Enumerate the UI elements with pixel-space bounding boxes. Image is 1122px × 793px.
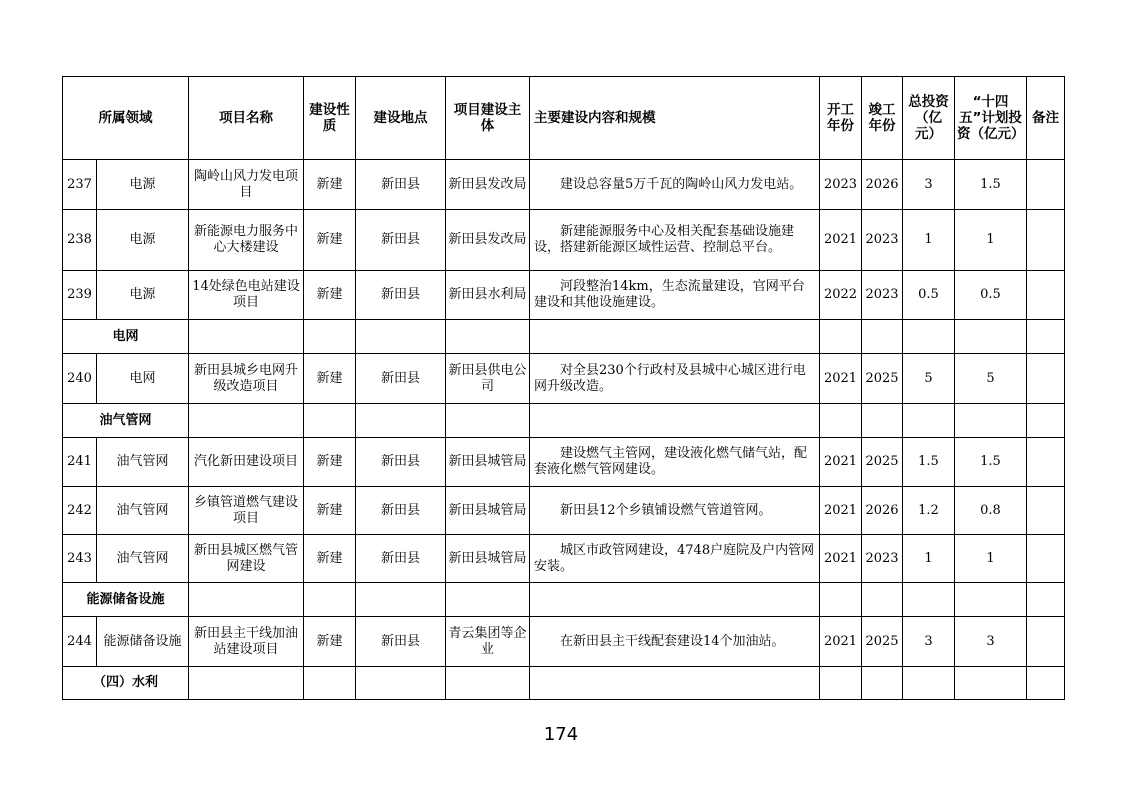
row-project-name: 新能源电力服务中心大楼建设 bbox=[189, 210, 304, 271]
header-nature: 建设性质 bbox=[304, 77, 356, 160]
row-content bbox=[530, 438, 820, 487]
row-field: 电网 bbox=[97, 354, 189, 404]
row-field: 电源 bbox=[97, 210, 189, 271]
row-total-investment: 3 bbox=[903, 160, 955, 210]
row-content bbox=[530, 271, 820, 320]
header-total-investment: 总投资（亿元） bbox=[903, 77, 955, 160]
header-name: 项目名称 bbox=[189, 77, 304, 160]
row-note bbox=[1027, 271, 1065, 320]
row-content-text: 新建能源服务中心及相关配套基础设施建设，搭建新能源区域性运营、控制总平台。 bbox=[534, 224, 795, 255]
row-content-text: 河段整治14km，生态流量建设，官网平台建设和其他设施建设。 bbox=[534, 279, 805, 310]
row-owner: 新田县城管局 bbox=[446, 535, 530, 583]
section-row bbox=[63, 404, 1065, 438]
row-total-investment: 1.5 bbox=[903, 438, 955, 487]
row-project-name: 乡镇管道燃气建设项目 bbox=[189, 487, 304, 535]
row-project-name: 新田县城乡电网升级改造项目 bbox=[189, 354, 304, 404]
empty-cell bbox=[820, 667, 862, 700]
section-label: 电网 bbox=[63, 320, 189, 354]
row-total-investment: 1 bbox=[903, 535, 955, 583]
empty-cell bbox=[304, 320, 356, 354]
project-table bbox=[62, 76, 1065, 700]
empty-cell bbox=[903, 404, 955, 438]
row-nature: 新建 bbox=[304, 535, 356, 583]
row-end-year: 2025 bbox=[862, 617, 903, 667]
empty-cell bbox=[189, 320, 304, 354]
row-start-year: 2021 bbox=[820, 354, 862, 404]
empty-cell bbox=[1027, 667, 1065, 700]
empty-cell bbox=[862, 404, 903, 438]
row-note bbox=[1027, 617, 1065, 667]
empty-cell bbox=[903, 583, 955, 617]
row-nature: 新建 bbox=[304, 210, 356, 271]
empty-cell bbox=[304, 583, 356, 617]
row-project-name: 新田县主干线加油站建设项目 bbox=[189, 617, 304, 667]
empty-cell bbox=[356, 667, 446, 700]
row-number: 241 bbox=[63, 438, 97, 487]
empty-cell bbox=[189, 667, 304, 700]
table-row bbox=[63, 160, 1065, 210]
row-field: 油气管网 bbox=[97, 535, 189, 583]
empty-cell bbox=[955, 667, 1027, 700]
row-total-investment: 1.2 bbox=[903, 487, 955, 535]
row-end-year: 2026 bbox=[862, 487, 903, 535]
empty-cell bbox=[530, 404, 820, 438]
row-note bbox=[1027, 160, 1065, 210]
row-location: 新田县 bbox=[356, 354, 446, 404]
row-content bbox=[530, 354, 820, 404]
row-owner: 新田县城管局 bbox=[446, 487, 530, 535]
row-total-investment: 3 bbox=[903, 617, 955, 667]
header-plan-investment: “十四五”计划投资（亿元） bbox=[955, 77, 1027, 160]
row-number: 239 bbox=[63, 271, 97, 320]
empty-cell bbox=[446, 404, 530, 438]
row-number: 237 bbox=[63, 160, 97, 210]
row-content-text: 建设总容量5万千瓦的陶岭山风力发电站。 bbox=[560, 176, 803, 192]
section-row bbox=[63, 667, 1065, 700]
section-label: 能源储备设施 bbox=[63, 583, 189, 617]
row-total-investment: 0.5 bbox=[903, 271, 955, 320]
empty-cell bbox=[446, 583, 530, 617]
row-project-name: 新田县城区燃气管网建设 bbox=[189, 535, 304, 583]
row-owner: 青云集团等企业 bbox=[446, 617, 530, 667]
header-content: 主要建设内容和规模 bbox=[530, 77, 820, 160]
table-row bbox=[63, 617, 1065, 667]
row-field: 能源储备设施 bbox=[97, 617, 189, 667]
page-number: 174 bbox=[543, 724, 579, 745]
row-field: 电源 bbox=[97, 160, 189, 210]
table-body bbox=[63, 160, 1065, 700]
table-row bbox=[63, 535, 1065, 583]
row-start-year: 2021 bbox=[820, 535, 862, 583]
empty-cell bbox=[820, 404, 862, 438]
section-label: （四）水利 bbox=[63, 667, 189, 700]
row-plan-investment: 0.8 bbox=[955, 487, 1027, 535]
row-content-text: 城区市政管网建设，4748户庭院及户内管网安装。 bbox=[534, 542, 815, 574]
empty-cell bbox=[903, 320, 955, 354]
row-number: 243 bbox=[63, 535, 97, 583]
header-owner: 项目建设主体 bbox=[446, 77, 530, 160]
row-location: 新田县 bbox=[356, 617, 446, 667]
row-nature: 新建 bbox=[304, 271, 356, 320]
empty-cell bbox=[903, 667, 955, 700]
row-owner: 新田县城管局 bbox=[446, 438, 530, 487]
empty-cell bbox=[820, 320, 862, 354]
section-row bbox=[63, 583, 1065, 617]
section-label: 油气管网 bbox=[63, 404, 189, 438]
row-start-year: 2021 bbox=[820, 438, 862, 487]
row-note bbox=[1027, 210, 1065, 271]
row-location: 新田县 bbox=[356, 487, 446, 535]
row-content-text: 新田县12个乡镇铺设燃气管道管网。 bbox=[560, 502, 772, 518]
table-row bbox=[63, 354, 1065, 404]
row-start-year: 2021 bbox=[820, 617, 862, 667]
empty-cell bbox=[530, 667, 820, 700]
row-project-name: 汽化新田建设项目 bbox=[189, 438, 304, 487]
empty-cell bbox=[189, 583, 304, 617]
table-row bbox=[63, 271, 1065, 320]
row-content bbox=[530, 617, 820, 667]
header-end-year: 竣工年份 bbox=[862, 77, 903, 160]
row-plan-investment: 1 bbox=[955, 535, 1027, 583]
row-content-text: 建设燃气主管网，建设液化燃气储气站，配套液化燃气管网建设。 bbox=[534, 446, 808, 477]
empty-cell bbox=[1027, 583, 1065, 617]
header-note: 备注 bbox=[1027, 77, 1065, 160]
row-plan-investment: 1.5 bbox=[955, 438, 1027, 487]
row-plan-investment: 0.5 bbox=[955, 271, 1027, 320]
empty-cell bbox=[356, 404, 446, 438]
row-note bbox=[1027, 535, 1065, 583]
row-end-year: 2025 bbox=[862, 354, 903, 404]
row-number: 242 bbox=[63, 487, 97, 535]
row-project-name: 陶岭山风力发电项目 bbox=[189, 160, 304, 210]
row-location: 新田县 bbox=[356, 271, 446, 320]
row-field: 油气管网 bbox=[97, 487, 189, 535]
empty-cell bbox=[356, 583, 446, 617]
row-content bbox=[530, 210, 820, 271]
empty-cell bbox=[530, 583, 820, 617]
row-content-text: 对全县230个行政村及县城中心城区进行电网升级改造。 bbox=[534, 362, 806, 394]
row-owner: 新田县水利局 bbox=[446, 271, 530, 320]
row-owner: 新田县发改局 bbox=[446, 160, 530, 210]
row-start-year: 2021 bbox=[820, 210, 862, 271]
row-end-year: 2025 bbox=[862, 438, 903, 487]
row-nature: 新建 bbox=[304, 354, 356, 404]
row-plan-investment: 5 bbox=[955, 354, 1027, 404]
row-plan-investment: 1.5 bbox=[955, 160, 1027, 210]
row-project-name: 14处绿色电站建设项目 bbox=[189, 271, 304, 320]
table-row bbox=[63, 438, 1065, 487]
empty-cell bbox=[862, 583, 903, 617]
row-content bbox=[530, 535, 820, 583]
empty-cell bbox=[862, 667, 903, 700]
row-content-text: 在新田县主干线配套建设14个加油站。 bbox=[560, 633, 785, 649]
row-owner: 新田县发改局 bbox=[446, 210, 530, 271]
row-start-year: 2022 bbox=[820, 271, 862, 320]
row-location: 新田县 bbox=[356, 210, 446, 271]
row-nature: 新建 bbox=[304, 617, 356, 667]
row-total-investment: 1 bbox=[903, 210, 955, 271]
row-end-year: 2026 bbox=[862, 160, 903, 210]
table-row bbox=[63, 210, 1065, 271]
row-end-year: 2023 bbox=[862, 535, 903, 583]
row-number: 238 bbox=[63, 210, 97, 271]
empty-cell bbox=[304, 667, 356, 700]
row-plan-investment: 1 bbox=[955, 210, 1027, 271]
empty-cell bbox=[446, 667, 530, 700]
row-start-year: 2023 bbox=[820, 160, 862, 210]
row-field: 电源 bbox=[97, 271, 189, 320]
empty-cell bbox=[356, 320, 446, 354]
empty-cell bbox=[189, 404, 304, 438]
section-row bbox=[63, 320, 1065, 354]
row-field: 油气管网 bbox=[97, 438, 189, 487]
row-content bbox=[530, 160, 820, 210]
row-end-year: 2023 bbox=[862, 210, 903, 271]
empty-cell bbox=[955, 320, 1027, 354]
header-field: 所属领域 bbox=[63, 77, 189, 160]
empty-cell bbox=[304, 404, 356, 438]
row-owner: 新田县供电公司 bbox=[446, 354, 530, 404]
row-location: 新田县 bbox=[356, 535, 446, 583]
row-plan-investment: 3 bbox=[955, 617, 1027, 667]
row-number: 244 bbox=[63, 617, 97, 667]
row-nature: 新建 bbox=[304, 160, 356, 210]
empty-cell bbox=[955, 404, 1027, 438]
header-location: 建设地点 bbox=[356, 77, 446, 160]
row-location: 新田县 bbox=[356, 438, 446, 487]
row-nature: 新建 bbox=[304, 487, 356, 535]
empty-cell bbox=[1027, 320, 1065, 354]
empty-cell bbox=[446, 320, 530, 354]
row-note bbox=[1027, 354, 1065, 404]
row-total-investment: 5 bbox=[903, 354, 955, 404]
empty-cell bbox=[820, 583, 862, 617]
row-content bbox=[530, 487, 820, 535]
row-note bbox=[1027, 438, 1065, 487]
row-location: 新田县 bbox=[356, 160, 446, 210]
empty-cell bbox=[530, 320, 820, 354]
empty-cell bbox=[1027, 404, 1065, 438]
header-start-year: 开工年份 bbox=[820, 77, 862, 160]
empty-cell bbox=[955, 583, 1027, 617]
row-end-year: 2023 bbox=[862, 271, 903, 320]
table-row bbox=[63, 487, 1065, 535]
table-header-row bbox=[63, 77, 1065, 160]
row-nature: 新建 bbox=[304, 438, 356, 487]
row-number: 240 bbox=[63, 354, 97, 404]
empty-cell bbox=[862, 320, 903, 354]
row-note bbox=[1027, 487, 1065, 535]
row-start-year: 2021 bbox=[820, 487, 862, 535]
